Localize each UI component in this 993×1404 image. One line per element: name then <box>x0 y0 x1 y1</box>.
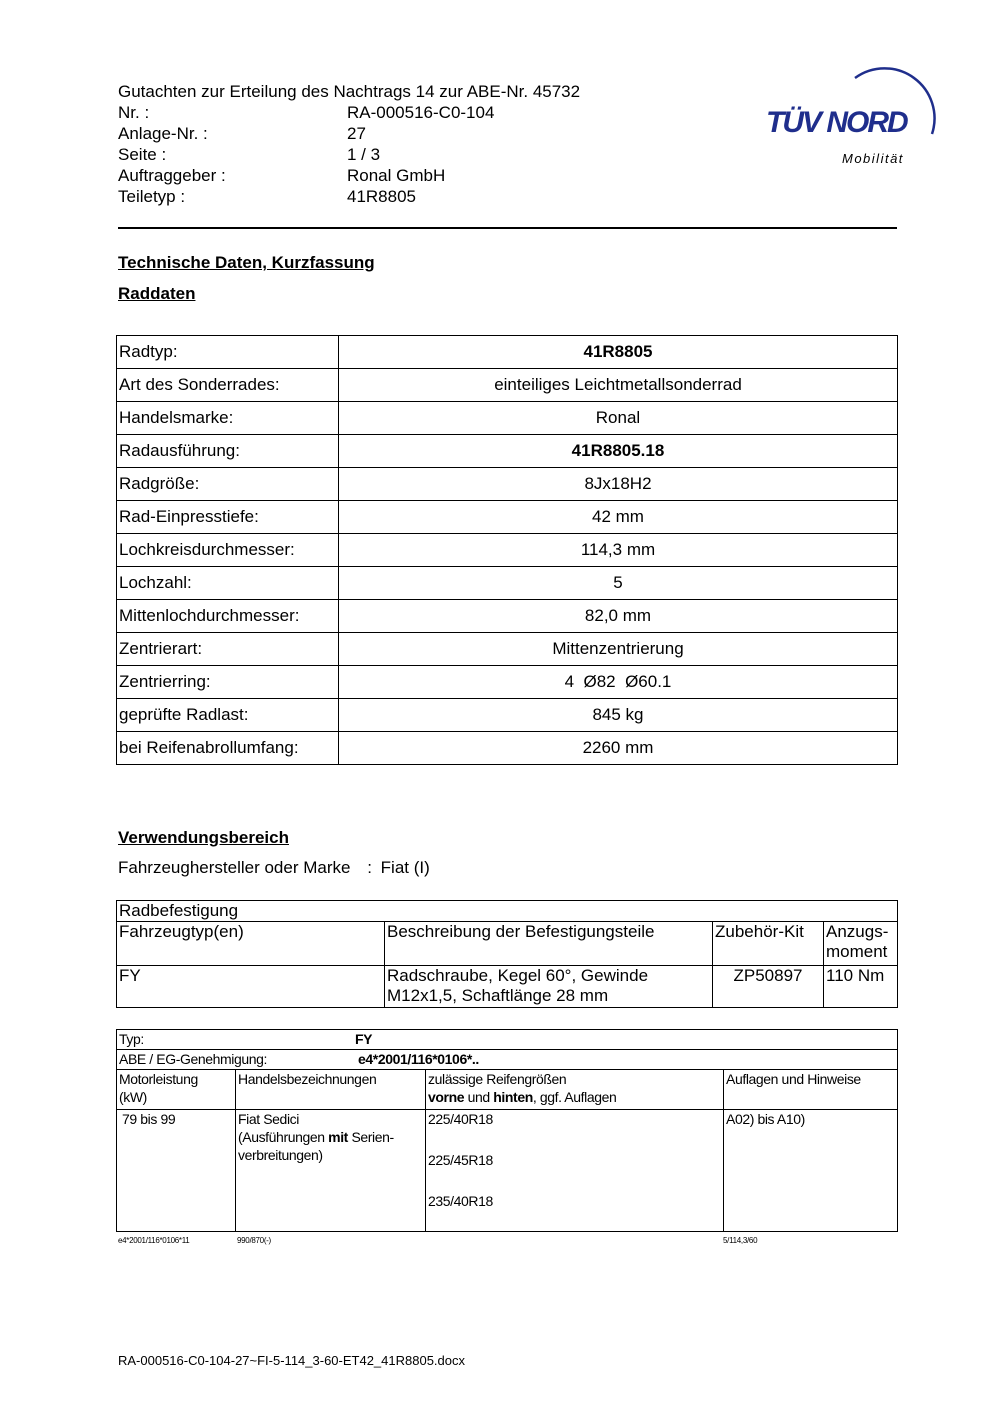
hersteller-sep: : <box>367 858 372 877</box>
typ-header-vorne: vorne <box>428 1089 465 1105</box>
raddaten-value: Mittenzentrierung <box>339 633 898 666</box>
tuv-nord-logo <box>760 58 945 173</box>
typ-handel <box>236 1110 426 1232</box>
raddaten-label: Lochzahl: <box>117 567 339 600</box>
raddaten-row <box>117 699 898 732</box>
raddaten-table <box>116 335 898 765</box>
typ-value: FY <box>355 1031 373 1047</box>
befestigung-beschreibung: Radschraube, Kegel 60°, Gewinde M12x1,5, Schaftlänge 28 mm <box>385 966 713 1008</box>
hersteller-value: Fiat (I) <box>380 858 430 877</box>
radbefestigung-table <box>116 900 898 1008</box>
typ-reifen-item: 225/40R18 <box>428 1111 493 1127</box>
raddaten-row <box>117 402 898 435</box>
logo-brand: TÜV NORD <box>766 106 907 139</box>
raddaten-label: Zentrierring: <box>117 666 339 699</box>
raddaten-value: 42 mm <box>339 501 898 534</box>
hersteller-label: Fahrzeughersteller oder Marke <box>118 858 351 877</box>
typ-footnote-werte: 990/870(-) <box>237 1236 271 1245</box>
raddaten-value: 845 kg <box>339 699 898 732</box>
raddaten-row <box>117 468 898 501</box>
abe-value: e4*2001/116*0106*.. <box>358 1051 479 1067</box>
document-title: Gutachten zur Erteilung des Nachtrags 14 zur ABE-Nr. 45732 <box>118 82 581 101</box>
header-label: Auftraggeber : <box>118 166 226 185</box>
raddaten-value: 2260 mm <box>339 732 898 765</box>
raddaten-row <box>117 336 898 369</box>
raddaten-row <box>117 633 898 666</box>
raddaten-label: Zentrierart: <box>117 633 339 666</box>
befestigung-header-beschreibung: Beschreibung der Befestigungsteile <box>385 922 713 966</box>
header-label: Teiletyp : <box>118 187 186 206</box>
raddaten-row <box>117 435 898 468</box>
raddaten-row <box>117 369 898 402</box>
typ-header-auflagen: Auflagen und Hinweise <box>724 1070 898 1110</box>
raddaten-value: 114,3 mm <box>339 534 898 567</box>
hersteller-line <box>118 858 430 878</box>
typ-auflagen: A02) bis A10) <box>724 1110 898 1232</box>
befestigung-zubehoer: ZP50897 <box>713 966 824 1008</box>
header-value: 27 <box>347 124 366 143</box>
raddaten-label: Lochkreisdurchmesser: <box>117 534 339 567</box>
header-value: RA-000516-C0-104 <box>347 103 495 122</box>
typ-row <box>117 1030 898 1050</box>
raddaten-value: Ronal <box>339 402 898 435</box>
typ-header-reifen <box>426 1070 724 1110</box>
header-label: Anlage-Nr. : <box>118 124 208 143</box>
raddaten-row <box>117 501 898 534</box>
typ-header-auflagen-suffix: , ggf. Auflagen <box>532 1089 617 1105</box>
typ-footnote-genehmigung: e4*2001/116*0106*11 <box>118 1236 190 1245</box>
typ-reifen-item: 235/40R18 <box>428 1193 493 1209</box>
logo-subtitle: Mobilität <box>842 151 904 166</box>
typ-header-und: und <box>464 1089 494 1105</box>
typ-handel-line1: Fiat Sedici <box>238 1111 299 1127</box>
abe-label: ABE / EG-Genehmigung: <box>119 1051 268 1067</box>
befestigung-fahrzeugtyp: FY <box>117 966 385 1008</box>
raddaten-row <box>117 600 898 633</box>
befestigung-anzug: 110 Nm <box>824 966 898 1008</box>
typ-handel-line2c: Serien- <box>347 1129 394 1145</box>
section-raddaten: Raddaten <box>118 284 196 303</box>
section-verwendungsbereich: Verwendungsbereich <box>118 828 289 847</box>
abe-row <box>117 1050 898 1070</box>
typ-table <box>116 1029 898 1232</box>
befestigung-header-anzug: Anzugs- moment <box>824 922 898 966</box>
header-value: 41R8805 <box>347 187 417 206</box>
raddaten-row <box>117 567 898 600</box>
raddaten-value: einteiliges Leichtmetallsonderrad <box>339 369 898 402</box>
typ-reifen-item: 225/45R18 <box>428 1152 493 1168</box>
typ-reifen <box>426 1110 724 1232</box>
raddaten-label: Radtyp: <box>117 336 339 369</box>
raddaten-value: 8Jx18H2 <box>339 468 898 501</box>
header-value: Ronal GmbH <box>347 166 446 185</box>
raddaten-row <box>117 534 898 567</box>
befestigung-header-fahrzeugtyp: Fahrzeugtyp(en) <box>117 922 385 966</box>
typ-handel-line3: verbreitungen) <box>238 1147 323 1163</box>
typ-header-hinten: hinten <box>493 1089 533 1105</box>
raddaten-label: Handelsmarke: <box>117 402 339 435</box>
typ-handel-mit: mit <box>328 1129 348 1145</box>
raddaten-value: 41R8805.18 <box>339 435 898 468</box>
raddaten-value: 41R8805 <box>339 336 898 369</box>
typ-header-motor: Motorleistung (kW) <box>117 1070 236 1110</box>
header-rule <box>118 227 897 229</box>
typ-footnote-lochkreis: 5/114,3/60 <box>723 1236 758 1245</box>
raddaten-label: Radausführung: <box>117 435 339 468</box>
raddaten-value: 4 Ø82 Ø60.1 <box>339 666 898 699</box>
raddaten-value: 5 <box>339 567 898 600</box>
typ-header-handel: Handelsbezeichnungen <box>236 1070 426 1110</box>
typ-motor: 79 bis 99 <box>117 1110 236 1232</box>
raddaten-row <box>117 666 898 699</box>
raddaten-label: bei Reifenabrollumfang: <box>117 732 339 765</box>
raddaten-label: Art des Sonderrades: <box>117 369 339 402</box>
raddaten-row <box>117 732 898 765</box>
typ-header-reifen-line1: zulässige Reifengrößen <box>428 1071 567 1087</box>
footer-filename: RA-000516-C0-104-27~FI-5-114_3-60-ET42_41R8805.docx <box>118 1353 466 1368</box>
section-technische-daten: Technische Daten, Kurzfassung <box>118 253 375 272</box>
raddaten-label: Rad-Einpresstiefe: <box>117 501 339 534</box>
befestigung-title: Radbefestigung <box>117 901 898 922</box>
header-label: Nr. : <box>118 103 150 122</box>
header-label: Seite : <box>118 145 167 164</box>
typ-label: Typ: <box>119 1031 144 1047</box>
raddaten-label: geprüfte Radlast: <box>117 699 339 732</box>
raddaten-label: Mittenlochdurchmesser: <box>117 600 339 633</box>
befestigung-header-zubehoer: Zubehör-Kit <box>713 922 824 966</box>
raddaten-value: 82,0 mm <box>339 600 898 633</box>
raddaten-label: Radgröße: <box>117 468 339 501</box>
typ-handel-line2a: (Ausführungen <box>238 1129 329 1145</box>
header-value: 1 / 3 <box>347 145 381 164</box>
